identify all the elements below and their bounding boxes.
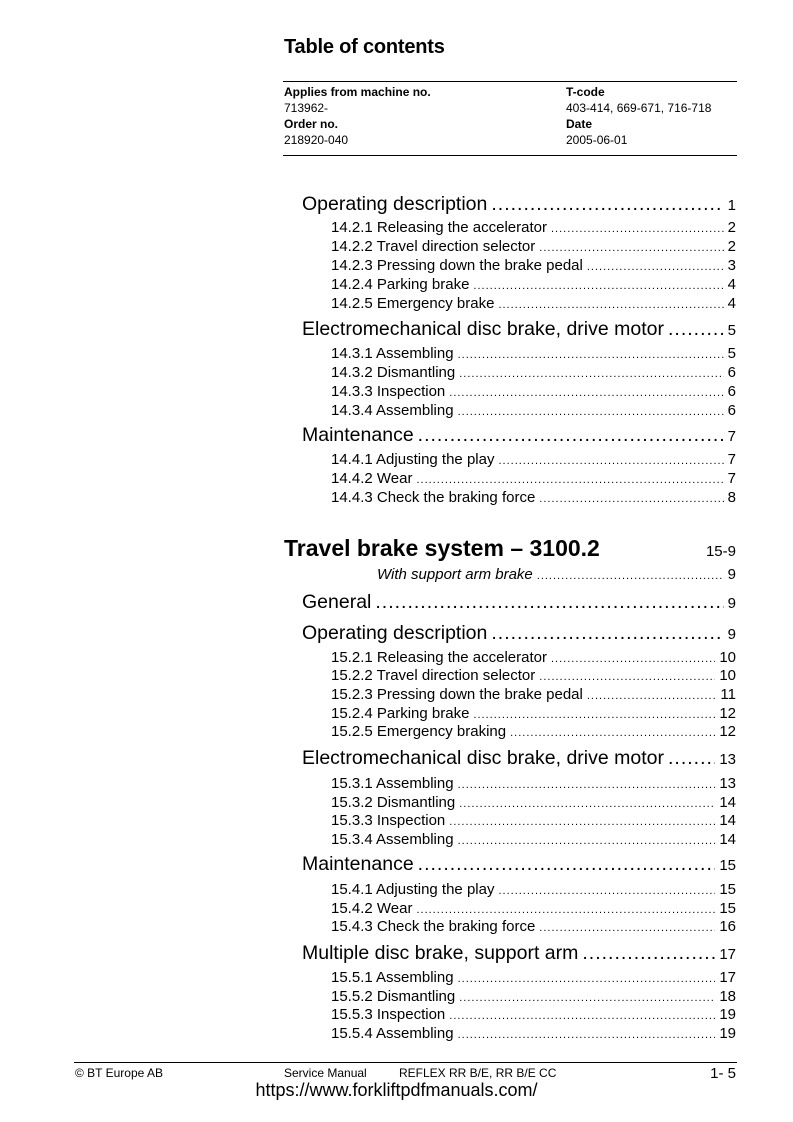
toc-entry-label: 14.2.3 Pressing down the brake pedal: [331, 257, 583, 274]
toc-entry[interactable]: [331, 794, 736, 811]
toc-entry[interactable]: [331, 364, 736, 381]
toc-entry-page: 16: [719, 918, 736, 935]
tcode-label: T-code: [566, 85, 605, 99]
toc-entry-label: 15.2.3 Pressing down the brake pedal: [331, 686, 583, 703]
toc-entry-page: 15: [719, 881, 736, 898]
toc-entry-label: 15.4.2 Wear: [331, 900, 413, 917]
toc-leader-dots: [449, 816, 715, 828]
footer-manual: Service Manual: [284, 1066, 367, 1080]
toc-entry-page: 6: [727, 402, 736, 419]
header-bottom-rule: [283, 155, 737, 156]
toc-leader-dots: [458, 406, 724, 418]
toc-entry-label: 14.3.1 Assembling: [331, 345, 454, 362]
toc-entry-page: 4: [727, 276, 736, 293]
applies-label: Applies from machine no.: [284, 85, 431, 99]
toc-entry[interactable]: [331, 1025, 736, 1042]
chapter-title: Travel brake system – 3100.2: [284, 535, 600, 561]
toc-entry-label: 15.3.1 Assembling: [331, 775, 454, 792]
toc-leader-dots: [539, 922, 715, 934]
toc-leader-dots: [458, 973, 716, 985]
toc-heading[interactable]: [302, 193, 736, 216]
toc-entry[interactable]: [331, 686, 736, 703]
toc-leader-dots: [459, 368, 723, 380]
toc-entry-page: 6: [727, 364, 736, 381]
header-top-rule: [283, 81, 737, 82]
toc-entry-label: 15.5.4 Assembling: [331, 1025, 454, 1042]
order-label: Order no.: [284, 117, 339, 131]
toc-entry[interactable]: [331, 881, 736, 898]
toc-entry[interactable]: [331, 649, 736, 666]
toc-entry-page: 14: [719, 831, 736, 848]
toc-entry-page: 3: [727, 257, 736, 274]
toc-entry-page: 8: [727, 489, 736, 506]
footer-url[interactable]: https://www.forkliftpdfmanuals.com/: [255, 1080, 538, 1100]
toc-entry[interactable]: [331, 489, 736, 506]
toc-leader-dots: [458, 349, 724, 361]
toc-entry[interactable]: [331, 775, 736, 792]
toc-entry-label: 14.4.2 Wear: [331, 470, 413, 487]
toc-entry-page: 10: [719, 667, 736, 684]
toc-entry-page: 9: [727, 595, 736, 612]
toc-leader-dots: [537, 570, 724, 582]
toc-heading[interactable]: [302, 424, 736, 447]
toc-leader-dots: [539, 493, 723, 505]
chapter-page: 15-9: [705, 543, 736, 560]
toc-entry-label: 15.3.4 Assembling: [331, 831, 454, 848]
toc-leader-dots: [473, 280, 723, 292]
toc-entry-label: With support arm brake: [377, 566, 533, 583]
toc-entry[interactable]: [331, 723, 736, 740]
toc-entry-label: 14.3.2 Dismantling: [331, 364, 456, 381]
toc-entry[interactable]: [331, 238, 736, 255]
toc-entry-label: Maintenance: [302, 424, 414, 446]
toc-entry[interactable]: [331, 451, 736, 468]
toc-entry[interactable]: [331, 900, 736, 917]
toc-entry-label: 14.2.1 Releasing the accelerator: [331, 219, 547, 236]
toc-leader-dots: [539, 242, 723, 254]
toc-entry-label: 15.5.3 Inspection: [331, 1006, 446, 1023]
toc-entry-page: 11: [720, 686, 736, 703]
header-left-meta: [284, 84, 431, 148]
toc-entry-label: 14.3.4 Assembling: [331, 402, 454, 419]
toc-leader-dots: [587, 690, 717, 702]
toc-entry-label: 15.2.1 Releasing the accelerator: [331, 649, 547, 666]
toc-entry-page: 13: [719, 751, 736, 768]
toc-entry[interactable]: [331, 988, 736, 1005]
toc-entry[interactable]: [331, 295, 736, 312]
toc-entry-page: 7: [727, 470, 736, 487]
toc-entry[interactable]: [331, 257, 736, 274]
footer-page-number: 1- 5: [710, 1065, 736, 1082]
toc-entry-label: 15.2.2 Travel direction selector: [331, 667, 536, 684]
toc-entry-label: 15.2.4 Parking brake: [331, 705, 470, 722]
toc-heading[interactable]: [302, 622, 736, 645]
toc-leader-dots: [582, 942, 715, 965]
toc-leader-dots: [449, 387, 723, 399]
toc-leader-dots: [491, 622, 723, 645]
toc-entry[interactable]: [331, 345, 736, 362]
toc-entry[interactable]: [331, 918, 736, 935]
order-value: 218920-040: [284, 133, 349, 147]
footer-copyright: © BT Europe AB: [75, 1066, 164, 1080]
toc-entry-page: 12: [719, 723, 736, 740]
toc-entry-page: 12: [719, 705, 736, 722]
toc-entry-label: 14.2.2 Travel direction selector: [331, 238, 536, 255]
toc-entry-label: 15.5.1 Assembling: [331, 969, 454, 986]
toc-entry[interactable]: [331, 831, 736, 848]
toc-leader-dots: [551, 653, 715, 665]
toc-entry-page: 17: [719, 946, 736, 963]
toc-entry[interactable]: [331, 402, 736, 419]
toc-entry-label: Operating description: [302, 622, 488, 644]
toc-entry-label: General: [302, 591, 372, 613]
toc-leader-dots: [498, 885, 715, 897]
toc-heading[interactable]: [302, 591, 736, 614]
toc-entry-page: 9: [727, 566, 736, 583]
toc-entry-label: 14.4.3 Check the braking force: [331, 489, 536, 506]
toc-entry[interactable]: [331, 667, 736, 684]
toc-leader-dots: [458, 779, 716, 791]
toc-entry[interactable]: [377, 566, 736, 583]
toc-entry-page: 15: [719, 857, 736, 874]
toc-entry[interactable]: [331, 219, 736, 236]
toc-entry-label: Maintenance: [302, 853, 414, 875]
toc-leader-dots: [551, 223, 724, 235]
toc-entry-page: 2: [727, 238, 736, 255]
toc-leader-dots: [539, 671, 715, 683]
toc-entry-label: 15.5.2 Dismantling: [331, 988, 456, 1005]
toc-heading[interactable]: [302, 318, 736, 341]
toc-leader-dots: [458, 835, 716, 847]
toc-entry[interactable]: [331, 812, 736, 829]
toc-entry[interactable]: [331, 705, 736, 722]
toc-entry-page: 17: [719, 969, 736, 986]
toc-leader-dots: [459, 992, 715, 1004]
toc-entry-label: Operating description: [302, 193, 488, 215]
toc-entry-page: 2: [727, 219, 736, 236]
footer-model: REFLEX RR B/E, RR B/E CC: [399, 1066, 557, 1080]
toc-entry[interactable]: [331, 969, 736, 986]
toc-entry-page: 5: [727, 322, 736, 339]
toc-entry-label: 14.2.4 Parking brake: [331, 276, 470, 293]
toc-entry-label: Electromechanical disc brake, drive motor: [302, 747, 664, 769]
toc-entry[interactable]: [331, 383, 736, 400]
toc-leader-dots: [375, 591, 723, 614]
toc-leader-dots: [587, 261, 724, 273]
toc-entry-label: 14.3.3 Inspection: [331, 383, 446, 400]
tcode-value: 403-414, 669-671, 716-718: [566, 101, 712, 115]
chapter-heading[interactable]: [284, 535, 736, 562]
toc-entry-page: 13: [719, 775, 736, 792]
toc-leader-dots: [491, 193, 723, 216]
toc-leader-dots: [498, 299, 723, 311]
toc-entry-page: 14: [719, 794, 736, 811]
toc-heading[interactable]: [302, 747, 736, 770]
date-value: 2005-06-01: [566, 133, 628, 147]
toc-entry-page: 19: [719, 1006, 736, 1023]
toc-entry-label: 15.4.1 Adjusting the play: [331, 881, 495, 898]
toc-heading[interactable]: [302, 853, 736, 876]
toc-entry[interactable]: [331, 470, 736, 487]
header-right-meta: [566, 84, 711, 148]
toc-leader-dots: [473, 709, 715, 721]
toc-leader-dots: [668, 747, 715, 770]
toc-entry-page: 6: [727, 383, 736, 400]
toc-entry-page: 14: [719, 812, 736, 829]
toc-heading[interactable]: [302, 942, 736, 965]
applies-value: 713962-: [284, 101, 329, 115]
toc-leader-dots: [449, 1010, 715, 1022]
toc-entry-label: 14.2.5 Emergency brake: [331, 295, 495, 312]
footer-rule: [74, 1062, 737, 1063]
toc-entry-page: 19: [719, 1025, 736, 1042]
toc-entry-label: 15.2.5 Emergency braking: [331, 723, 507, 740]
toc-entry-page: 5: [727, 345, 736, 362]
toc-leader-dots: [510, 727, 715, 739]
date-label: Date: [566, 117, 593, 131]
toc-entry-label: Multiple disc brake, support arm: [302, 942, 579, 964]
toc-entry-label: 14.4.1 Adjusting the play: [331, 451, 495, 468]
page-title: Table of contents: [284, 36, 445, 58]
toc-entry-page: 7: [727, 451, 736, 468]
toc-leader-dots: [498, 455, 723, 467]
toc-leader-dots: [418, 853, 716, 876]
toc-entry-label: Electromechanical disc brake, drive motor: [302, 318, 664, 340]
toc-leader-dots: [418, 424, 724, 447]
toc-entry-label: 15.3.3 Inspection: [331, 812, 446, 829]
toc-leader-dots: [416, 904, 715, 916]
toc-entry-label: 15.3.2 Dismantling: [331, 794, 456, 811]
toc-entry-page: 1: [727, 197, 736, 214]
toc-entry[interactable]: [331, 276, 736, 293]
toc-leader-dots: [668, 318, 724, 341]
toc-leader-dots: [458, 1029, 716, 1041]
toc-entry-page: 9: [727, 626, 736, 643]
toc-entry-page: 15: [719, 900, 736, 917]
toc-leader-dots: [459, 798, 715, 810]
toc-entry-page: 7: [727, 428, 736, 445]
toc-entry[interactable]: [331, 1006, 736, 1023]
toc-entry-page: 4: [727, 295, 736, 312]
toc-entry-label: 15.4.3 Check the braking force: [331, 918, 536, 935]
toc-entry-page: 18: [719, 988, 736, 1005]
toc-entry-page: 10: [719, 649, 736, 666]
toc-leader-dots: [416, 474, 723, 486]
